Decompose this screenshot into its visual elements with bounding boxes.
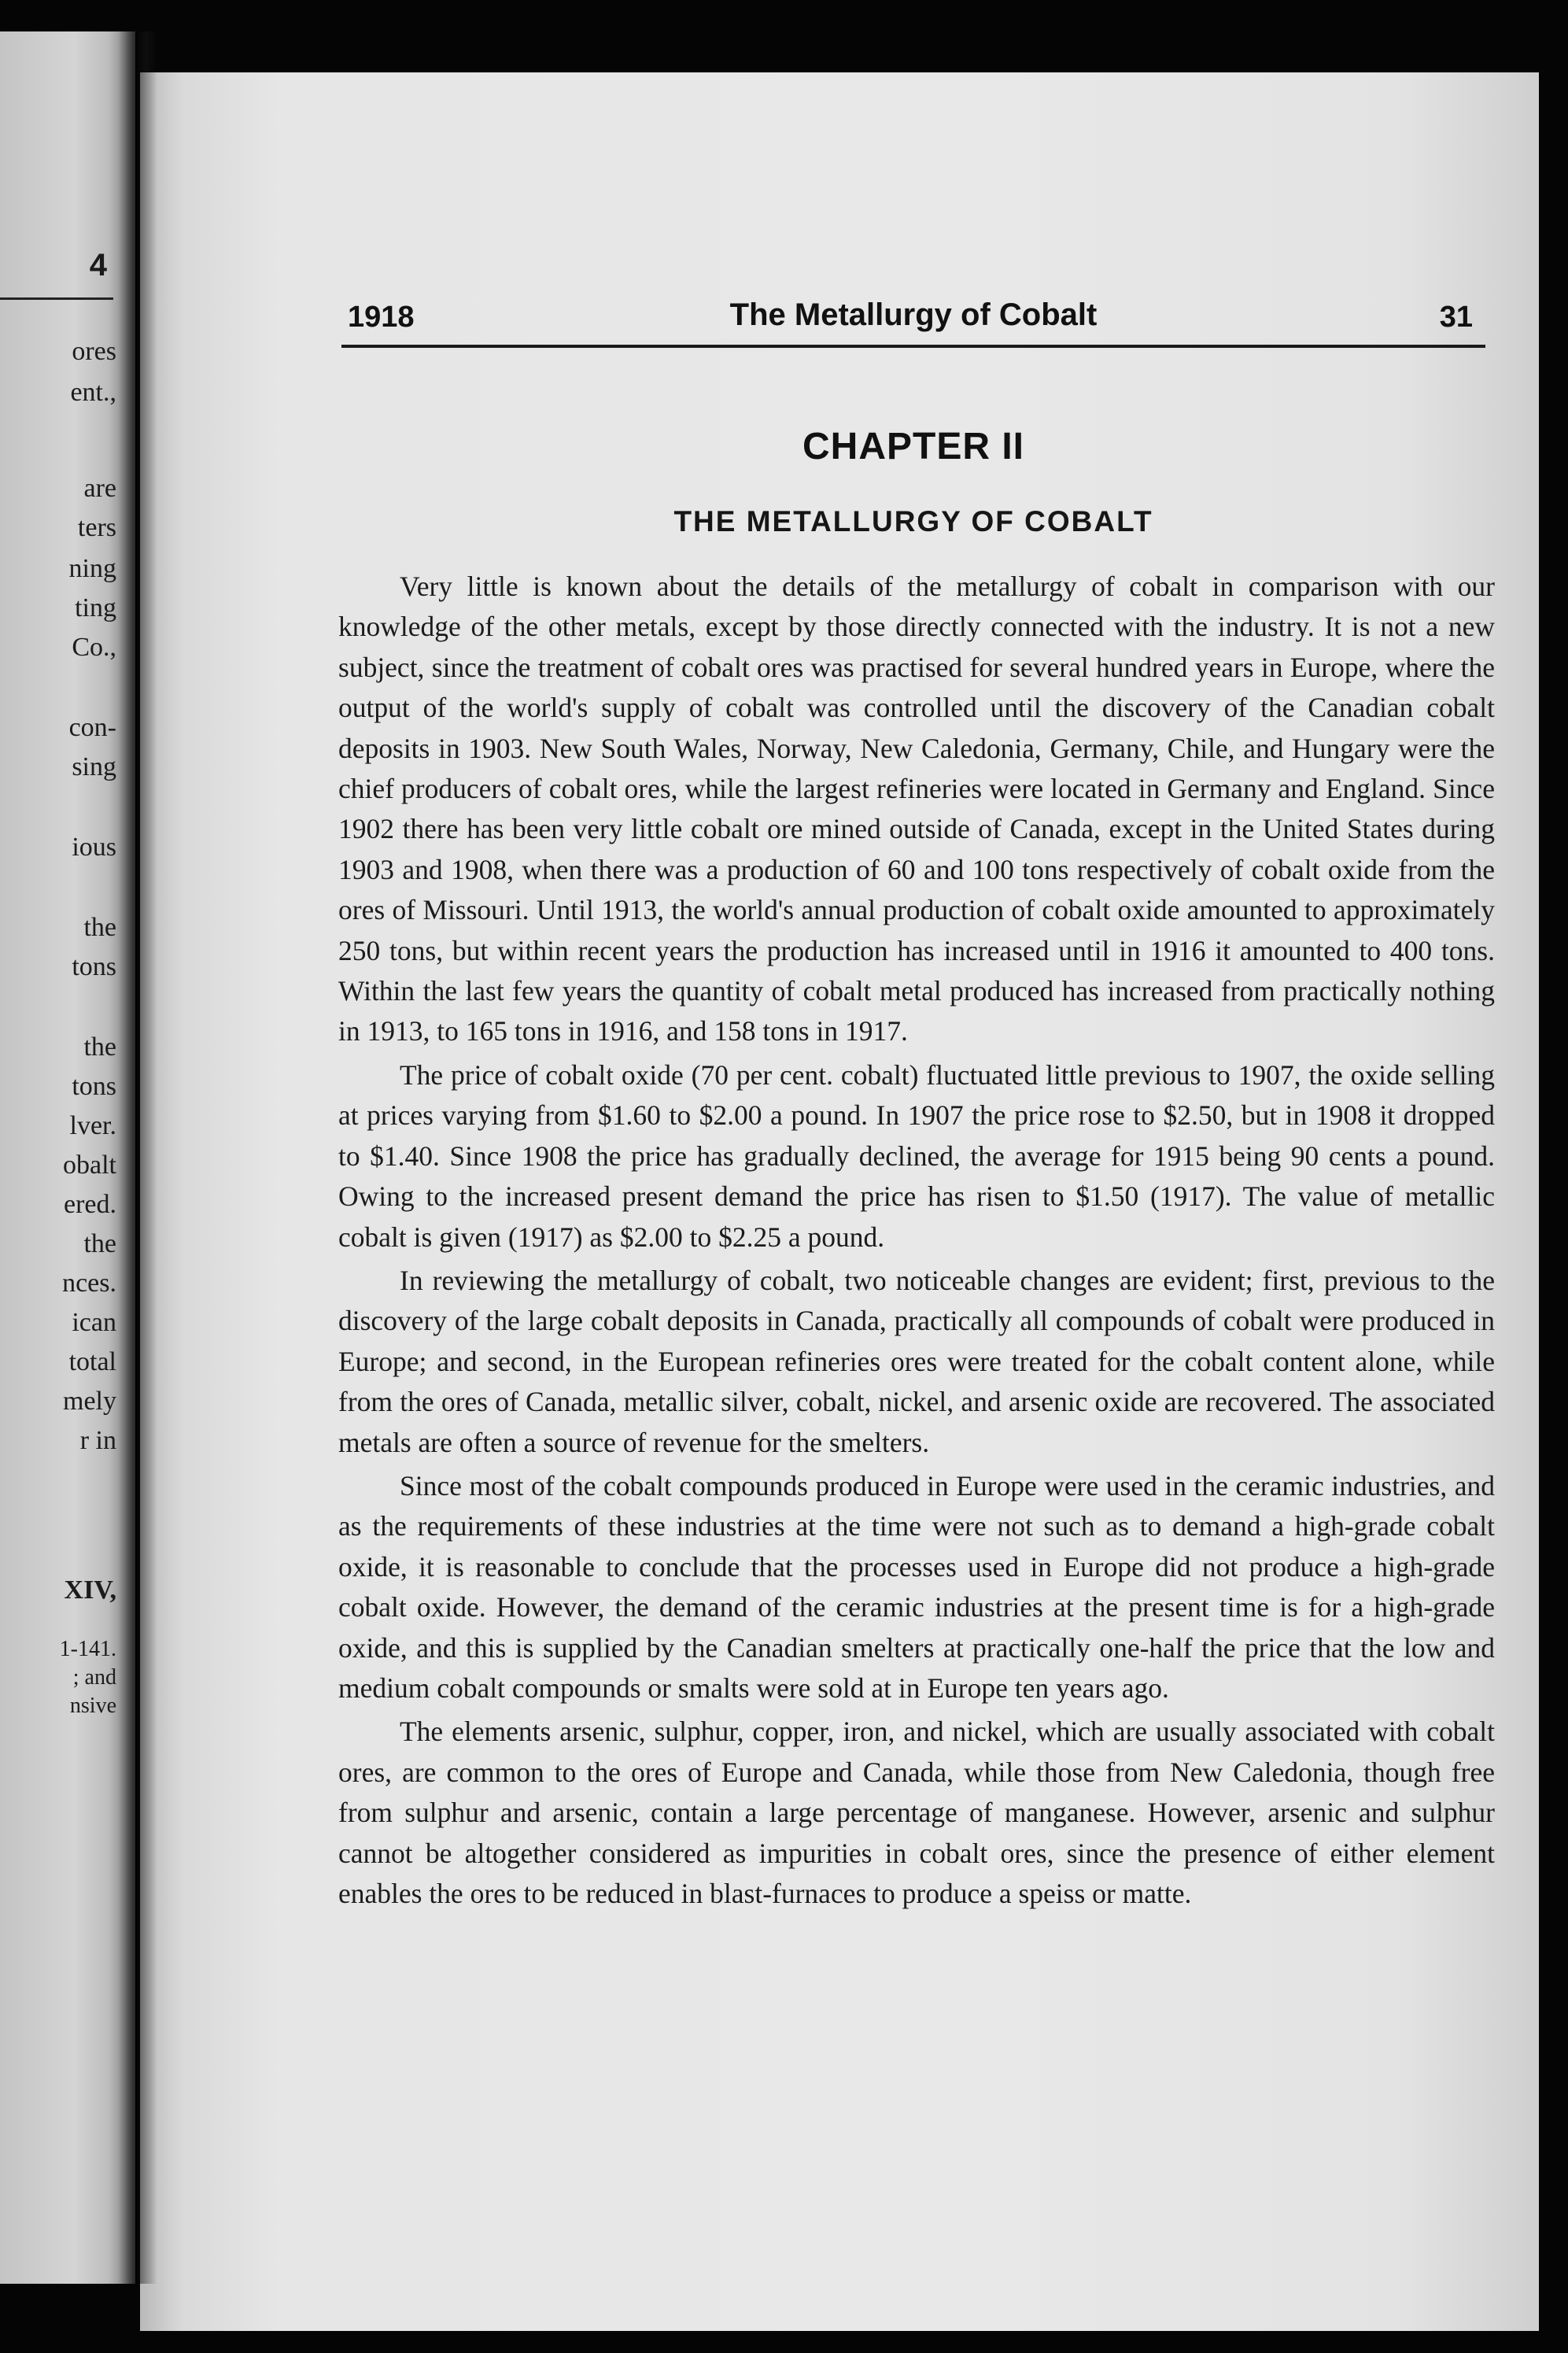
left-page-fragment: lver. (69, 1111, 116, 1140)
page-number: 31 (1439, 301, 1473, 334)
left-page-fragment: ning (68, 554, 116, 583)
left-page-fragment: ican (72, 1308, 116, 1337)
left-page-fragment: r in (79, 1426, 116, 1455)
left-page-fragment: ered. (63, 1190, 116, 1219)
paragraph: Very little is known about the details of the metallurgy of cobalt in comparison with our knowledge of the other metals, except by those directly connected with the industry. It is not a new subject, since the treatment of cobalt ores was practised for several hundred years in Europe, where the output of the world's supply of cobalt was controlled until the discovery of the Canadian cobalt deposits in 1903. New South Wales, Norway, New Caledonia, Germany, Chile, and Hungary were the chief producers of cobalt ores, while the largest refineries were located in Germany and England. Since 1902 there has been very little cobalt ore mined outside of Canada, except in the United States during 1903 and 1908, when there was a production of 60 and 100 tons respectively of cobalt oxide from the ores of Missouri. Until 1913, the world's annual production of cobalt oxide amounted to approximately 250 tons, but within recent years the production has increased until in 1916 it amounted to 400 tons. Within the last few years the quantity of cobalt metal produced has increased from practically nothing in 1913, to 165 tons in 1916, and 158 tons in 1917. (338, 571, 1495, 1047)
paragraph: In reviewing the metallurgy of cobalt, two noticeable changes are evident; first, previous to the discovery of the large cobalt deposits in Canada, practically all compounds of cobalt were produced in Europe; and second, in the European refineries ores were treated for the cobalt content alone, while from the ores of Canada, metallic silver, cobalt, nickel, and arsenic oxide are recovered. The associated metals are often a source of revenue for the smelters. (338, 1264, 1495, 1458)
paragraph: Since most of the cobalt compounds produced in Europe were used in the ceramic industries, and as the requirements of these industries at the time were not such as to demand a high-grade cobalt oxide, it is reasonable to conclude that the processes used in Europe did not produce a high-grade cobalt oxide. However, the demand of the ceramic industries at the present time is for a high-grade oxide, and this is supplied by the Canadian smelters at practically one-half the price that the low and medium cobalt compounds or smalts were sold at in Europe ten years ago. (338, 1469, 1495, 1704)
left-page-number: 4 (89, 248, 107, 283)
left-page-fragment: ious (72, 833, 116, 862)
left-page-fragment: XIV, (64, 1575, 116, 1605)
left-page-fragment: ores (72, 337, 116, 366)
scan-border (1539, 72, 1568, 2331)
header-year: 1918 (348, 301, 415, 334)
left-page-fragment: 1-141. (59, 1637, 116, 1661)
paragraph: The price of cobalt oxide (70 per cent. cobalt) fluctuated little previous to 1907, the oxide selling at prices varying from $1.60 to $2.00 a pound. In 1907 the price rose to $2.50, but in 1908 it dropped to $1.40. Since 1908 the price has gradually declined, the average for 1915 being 90 cents a pound. Owing to the increased present demand the price has risen to $1.50 (1917). The value of metallic cobalt is given (1917) as $2.00 to $2.25 a pound. (338, 1058, 1495, 1253)
left-page-fragment: tons (72, 952, 116, 981)
left-page-fragment: the (83, 1229, 116, 1258)
left-page-fragment: con- (68, 713, 116, 742)
left-page-edge (0, 31, 135, 2284)
paragraph: The elements arsenic, sulphur, copper, iron, and nickel, which are usually associated with cobalt ores, are common to the ores of Europe and Canada, while those from New Caledonia, though free from sulphur and arsenic, contain a large percentage of manganese. However, arsenic and sulphur cannot be altogether considered as impurities in cobalt ores, since the presence of either element enables the ores to be reduced in blast-furnaces to produce a speiss or matte. (338, 1716, 1495, 1909)
header-rule (341, 345, 1485, 348)
left-page-fragment: sing (72, 752, 116, 781)
left-page-fragment: the (83, 1032, 116, 1062)
book-page (140, 72, 1539, 2331)
left-page-fragment: ters (77, 513, 116, 542)
chapter-title: THE METALLURGY OF COBALT (673, 505, 1153, 537)
book-spine-shadow (118, 31, 157, 2284)
running-header (341, 297, 1485, 348)
left-page-fragment: ting (75, 593, 116, 622)
left-page-fragment: ent., (70, 378, 116, 407)
left-page-fragment: tons (72, 1072, 116, 1101)
left-page-rule (0, 297, 113, 300)
left-page-fragment: nsive (69, 1694, 116, 1718)
left-page-fragment: nces. (62, 1269, 116, 1298)
left-page-fragment: the (83, 913, 116, 942)
left-page-fragment: are (83, 474, 116, 503)
chapter-heading: CHAPTER II (802, 426, 1024, 467)
body-text (338, 567, 1495, 1914)
left-page-fragment: Co., (72, 633, 116, 662)
left-page-fragment: ; and (72, 1665, 116, 1690)
left-page-fragment: total (68, 1347, 116, 1376)
header-title: The Metallurgy of Cobalt (729, 297, 1098, 332)
left-page-fragment: obalt (63, 1151, 116, 1180)
left-page-fragment: mely (63, 1387, 116, 1416)
